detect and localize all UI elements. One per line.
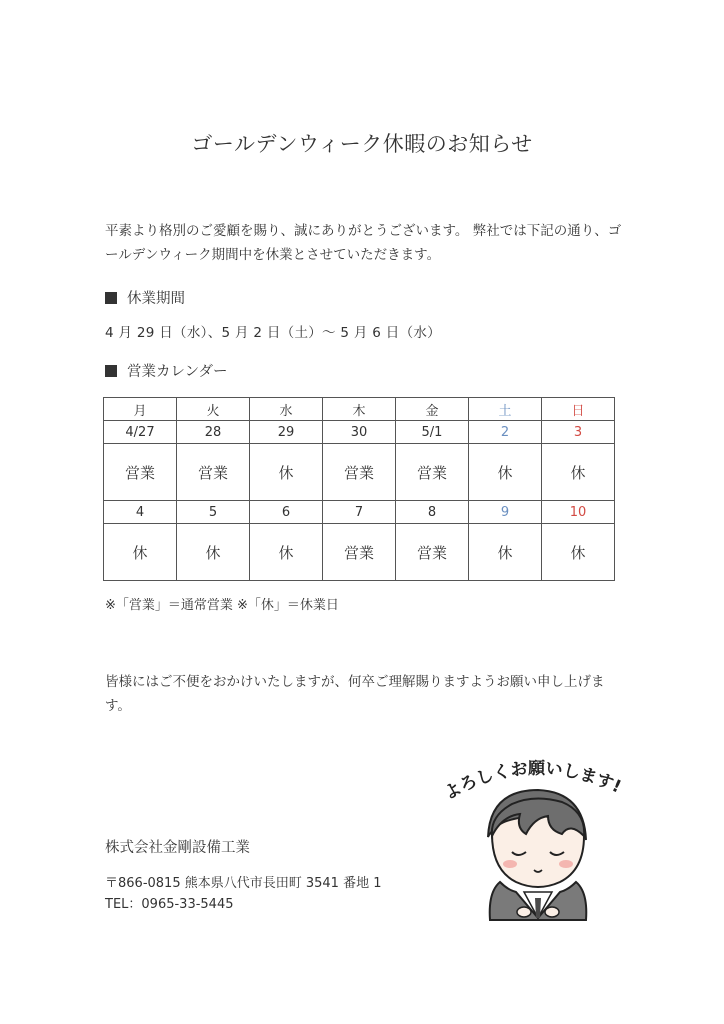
calendar-date-row [104,421,615,444]
weekday-cell-mon: 月 [104,398,177,421]
status-cell: 休 [104,524,177,581]
calendar-status-row [104,524,615,581]
status-cell: 営業 [177,444,250,501]
status-cell: 営業 [396,524,469,581]
date-cell: 29 [250,421,323,444]
date-cell: 10 [542,501,615,524]
date-cell: 30 [323,421,396,444]
date-cell: 7 [323,501,396,524]
status-cell: 営業 [104,444,177,501]
status-cell: 休 [542,444,615,501]
square-bullet-icon [105,292,117,304]
status-cell: 休 [542,524,615,581]
weekday-cell-sun: 日 [542,398,615,421]
business-calendar [103,397,615,581]
status-cell: 営業 [323,524,396,581]
status-cell: 休 [469,444,542,501]
date-cell: 4 [104,501,177,524]
status-cell: 営業 [323,444,396,501]
bowing-person-illustration [438,742,628,922]
status-cell: 休 [250,444,323,501]
weekday-cell-sat: 土 [469,398,542,421]
date-cell: 2 [469,421,542,444]
date-cell: 3 [542,421,615,444]
date-cell: 5/1 [396,421,469,444]
calendar-date-row [104,501,615,524]
date-cell: 9 [469,501,542,524]
status-cell: 休 [250,524,323,581]
date-cell: 4/27 [104,421,177,444]
square-bullet-icon [105,365,117,377]
weekday-cell-tue: 火 [177,398,250,421]
company-address: 〒866-0815 熊本県八代市長田町 3541 番地 1 [105,876,382,891]
illustration-caption: よろしくお願いします! [440,758,625,805]
date-cell: 28 [177,421,250,444]
status-cell: 営業 [396,444,469,501]
calendar-heading [105,360,228,381]
status-cell: 休 [177,524,250,581]
holiday-period-heading-text: 休業期間 [127,291,185,307]
company-tel: TEL：0965-33-5445 [105,897,234,912]
company-name: 株式会社金剛設備工業 [105,840,250,856]
date-cell: 5 [177,501,250,524]
page-title: ゴールデンウィーク休暇のお知らせ [191,132,533,156]
legend-note: ※「営業」＝通常営業 ※「休」＝休業日 [105,598,339,613]
calendar-status-row [104,444,615,501]
closing-paragraph: 皆様にはご不便をおかけいたしますが、何卒ご理解賜りますようお願い申し上げます。 [105,674,605,714]
intro-paragraph: 平素より格別のご愛顧を賜り、誠にありがとうございます。 弊社では下記の通り、ゴールデンウィーク期間中を休業とさせていただきます。 [105,223,622,263]
date-cell: 8 [396,501,469,524]
calendar-heading-text: 営業カレンダー [127,364,228,380]
calendar-weekday-row [104,398,615,421]
weekday-cell-fri: 金 [396,398,469,421]
holiday-period-text: 4 月 29 日（水）、5 月 2 日（土）～ 5 月 6 日（水） [105,325,441,341]
date-cell: 6 [250,501,323,524]
weekday-cell-wed: 水 [250,398,323,421]
holiday-period-heading [105,287,185,308]
weekday-cell-thu: 木 [323,398,396,421]
status-cell: 休 [469,524,542,581]
